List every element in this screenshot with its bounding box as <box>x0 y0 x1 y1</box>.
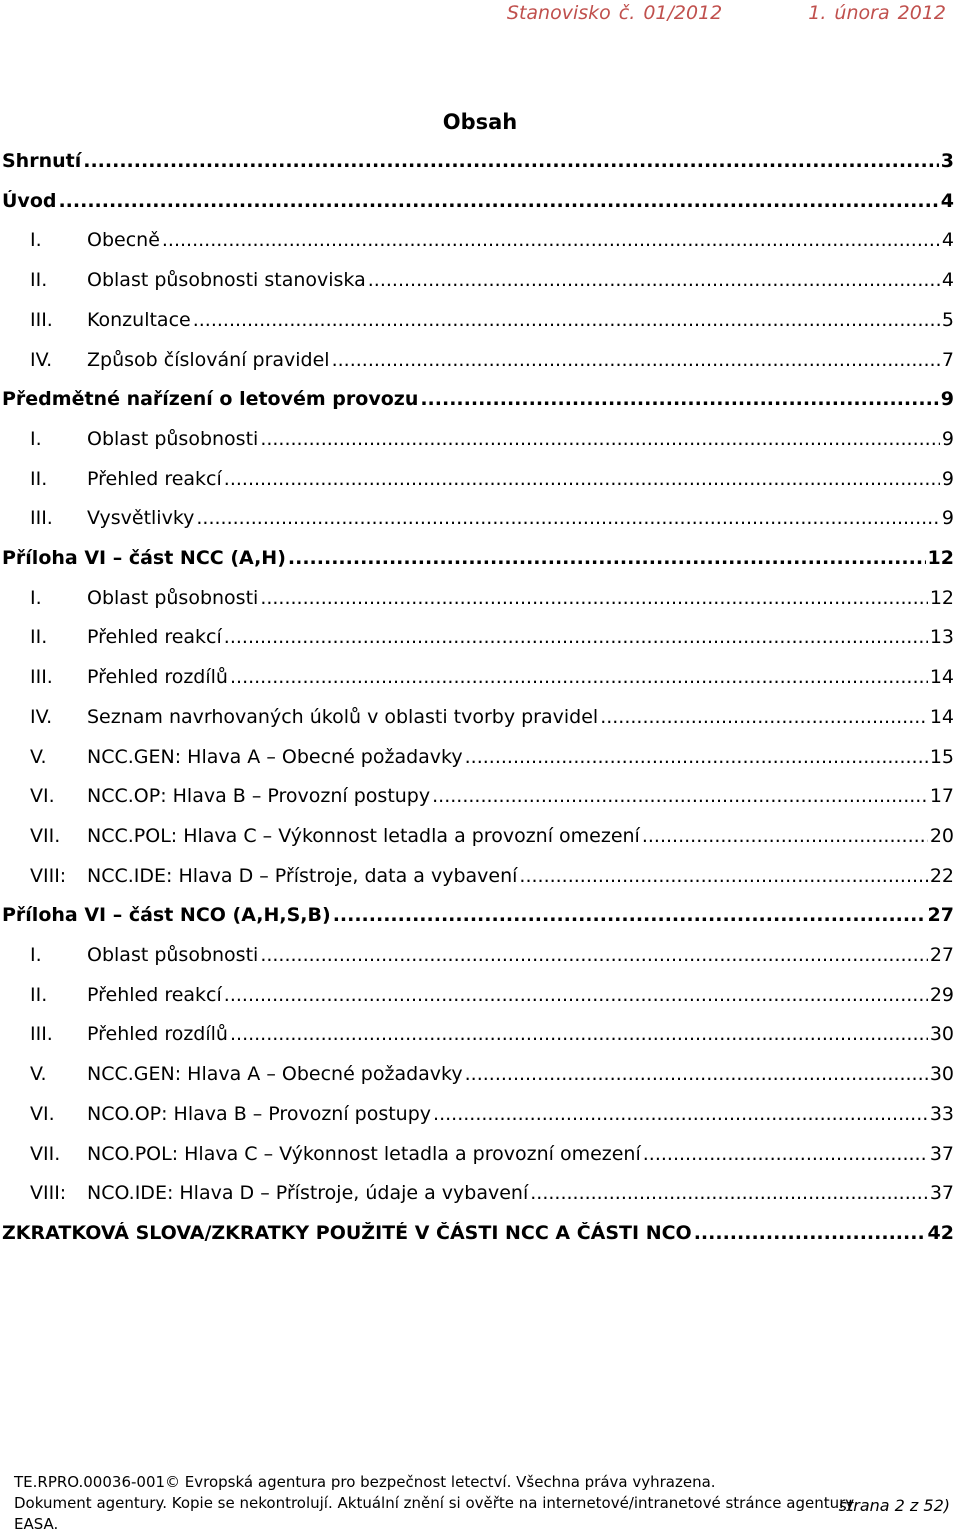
header-doc-id: Stanovisko č. 01/2012 <box>506 2 723 24</box>
toc-dot-leader <box>260 587 928 609</box>
toc-entry-label: Seznam navrhovaných úkolů v oblasti tvorby pravidel <box>87 706 599 728</box>
toc-entry-page: 37 <box>929 1143 954 1165</box>
toc-entry[interactable] <box>30 626 954 656</box>
toc-entry-page: 30 <box>929 1063 954 1085</box>
toc-entry-number: II. <box>30 984 48 1006</box>
toc-dot-leader <box>368 269 940 291</box>
toc-entry-label: Způsob číslování pravidel <box>87 349 330 371</box>
toc-dot-leader <box>643 1143 928 1165</box>
toc-entry-label: Přehled reakcí <box>87 984 222 1006</box>
running-header <box>507 2 946 24</box>
toc-entry[interactable] <box>30 785 954 815</box>
toc-entry[interactable] <box>30 587 954 617</box>
toc-entry-page: 27 <box>927 904 954 926</box>
toc-entry-label: Příloha VI – část NCO (A,H,S,B) <box>2 904 331 926</box>
toc-entry-label: NCO.IDE: Hlava D – Přístroje, údaje a vybavení <box>87 1182 529 1204</box>
toc-dot-leader <box>600 706 928 728</box>
toc-entry-number: V. <box>30 1063 47 1085</box>
toc-dot-leader <box>288 547 926 569</box>
toc-entry-label: NCC.OP: Hlava B – Provozní postupy <box>87 785 431 807</box>
toc-entry-page: 20 <box>929 825 954 847</box>
toc-dot-leader <box>260 944 928 966</box>
toc-entry[interactable] <box>30 706 954 736</box>
toc-entry-number: IV. <box>30 706 53 728</box>
toc-entry[interactable] <box>30 269 954 299</box>
toc-entry-label: ZKRATKOVÁ SLOVA/ZKRATKY POUŽITÉ V ČÁSTI NCC A ČÁSTI NCO <box>2 1222 692 1244</box>
toc-entry[interactable] <box>2 190 954 220</box>
toc-entry[interactable] <box>2 904 954 934</box>
toc-dot-leader <box>333 904 926 926</box>
footer-notice-line2: EASA. <box>14 1515 59 1533</box>
toc-entry-number: III. <box>30 309 53 331</box>
toc-entry[interactable] <box>2 388 954 418</box>
footer-copyright: TE.RPRO.00036-001© Evropská agentura pro bezpečnost letectví. Všechna práva vyhrazena. <box>14 1473 716 1491</box>
toc-entry-label: NCO.POL: Hlava C – Výkonnost letadla a provozní omezení <box>87 1143 641 1165</box>
toc-entry-page: 29 <box>929 984 954 1006</box>
toc-entry-number: VIII: <box>30 865 67 887</box>
toc-entry-page: 14 <box>929 666 954 688</box>
toc-entry-label: Oblast působnosti stanoviska <box>87 269 366 291</box>
toc-entry-page: 13 <box>929 626 954 648</box>
toc-dot-leader <box>224 984 928 1006</box>
toc-dot-leader <box>193 309 940 331</box>
toc-entry-page: 22 <box>929 865 954 887</box>
toc-entry[interactable] <box>30 468 954 498</box>
toc-dot-leader <box>465 746 928 768</box>
toc-dot-leader <box>519 865 927 887</box>
toc-entry-page: 12 <box>927 547 954 569</box>
toc-entry-number: VIII: <box>30 1182 67 1204</box>
toc-entry-number: VI. <box>30 1103 55 1125</box>
toc-entry-number: II. <box>30 626 48 648</box>
toc-dot-leader <box>58 190 938 212</box>
toc-entry-number: I. <box>30 428 42 450</box>
toc-entry-number: IV. <box>30 349 53 371</box>
toc-entry-number: III. <box>30 507 53 529</box>
toc-entry-label: NCC.GEN: Hlava A – Obecné požadavky <box>87 746 463 768</box>
toc-entry-label: Vysvětlivky <box>87 507 195 529</box>
toc-entry-number: II. <box>30 269 48 291</box>
toc-entry-label: Oblast působnosti <box>87 428 259 450</box>
toc-entry-page: 9 <box>941 468 954 490</box>
toc-entry-label: NCC.POL: Hlava C – Výkonnost letadla a provozní omezení <box>87 825 640 847</box>
toc-entry[interactable] <box>30 349 954 379</box>
page-footer <box>14 1472 954 1535</box>
toc-entry-number: I. <box>30 587 42 609</box>
toc-entry-label: NCC.GEN: Hlava A – Obecné požadavky <box>87 1063 463 1085</box>
toc-dot-leader <box>642 825 928 847</box>
toc-entry[interactable] <box>30 507 954 537</box>
toc-entry-page: 9 <box>940 388 954 410</box>
toc-entry[interactable] <box>30 944 954 974</box>
header-date: 1. února 2012 <box>808 2 946 24</box>
toc-entry-label: Příloha VI – část NCC (A,H) <box>2 547 286 569</box>
toc-dot-leader <box>224 468 940 490</box>
toc-entry-page: 33 <box>929 1103 954 1125</box>
toc-entry[interactable] <box>30 984 954 1014</box>
toc-entry-page: 15 <box>929 746 954 768</box>
toc-entry[interactable] <box>30 1143 954 1173</box>
toc-entry-label: Přehled rozdílů <box>87 1023 228 1045</box>
toc-entry[interactable] <box>30 309 954 339</box>
toc-entry-page: 5 <box>941 309 954 331</box>
toc-entry-page: 14 <box>929 706 954 728</box>
toc-entry[interactable] <box>30 1103 954 1133</box>
toc-dot-leader <box>224 626 928 648</box>
toc-dot-leader <box>433 1103 928 1125</box>
footer-page-number: strana 2 z 52) <box>838 1496 950 1515</box>
toc-entry-label: Přehled rozdílů <box>87 666 228 688</box>
toc-entry-number: VI. <box>30 785 55 807</box>
toc-entry-page: 4 <box>941 229 954 251</box>
toc-dot-leader <box>530 1182 928 1204</box>
toc-entry[interactable] <box>30 428 954 458</box>
toc-entry[interactable] <box>2 1222 954 1252</box>
toc-dot-leader <box>465 1063 928 1085</box>
toc-entry[interactable] <box>30 825 954 855</box>
toc-entry-label: Oblast působnosti <box>87 587 259 609</box>
toc-entry-number: III. <box>30 666 53 688</box>
toc-entry-label: Přehled reakcí <box>87 626 222 648</box>
toc-entry-number: I. <box>30 229 42 251</box>
toc-entry-label: NCO.OP: Hlava B – Provozní postupy <box>87 1103 432 1125</box>
toc-entry-page: 42 <box>927 1222 954 1244</box>
toc-dot-leader <box>432 785 928 807</box>
toc-entry-page: 27 <box>929 944 954 966</box>
toc-entry-page: 37 <box>929 1182 954 1204</box>
toc-entry-page: 4 <box>940 190 954 212</box>
toc-entry-label: Úvod <box>2 190 57 212</box>
toc-entry[interactable] <box>30 746 954 776</box>
toc-entry-page: 3 <box>940 150 954 172</box>
toc-dot-leader <box>420 388 938 410</box>
toc-entry-label: Přehled reakcí <box>87 468 222 490</box>
toc-dot-leader <box>230 1023 928 1045</box>
toc-entry-label: Obecně <box>87 229 160 251</box>
toc-entry-label: NCC.IDE: Hlava D – Přístroje, data a vybavení <box>87 865 518 887</box>
toc-entry-page: 9 <box>941 428 954 450</box>
toc-entry-page: 12 <box>929 587 954 609</box>
toc-entry-label: Shrnutí <box>2 150 82 172</box>
toc-entry-number: I. <box>30 944 42 966</box>
toc-entry[interactable] <box>30 1023 954 1053</box>
toc-entry[interactable] <box>30 1063 954 1093</box>
toc-entry-number: III. <box>30 1023 53 1045</box>
toc-entry[interactable] <box>30 666 954 696</box>
toc-entry-label: Konzultace <box>87 309 191 331</box>
toc-entry-label: Oblast působnosti <box>87 944 259 966</box>
toc-entry[interactable] <box>30 865 954 895</box>
toc-entry-page: 30 <box>929 1023 954 1045</box>
toc-entry-number: II. <box>30 468 48 490</box>
toc-entry[interactable] <box>30 229 954 259</box>
toc-entry-page: 9 <box>941 507 954 529</box>
toc-dot-leader <box>83 150 939 172</box>
toc-dot-leader <box>260 428 940 450</box>
toc-entry-page: 17 <box>929 785 954 807</box>
toc-entry[interactable] <box>2 150 954 180</box>
toc-dot-leader <box>196 507 940 529</box>
toc-dot-leader <box>162 229 940 251</box>
toc-entry-number: V. <box>30 746 47 768</box>
toc-entry-page: 4 <box>941 269 954 291</box>
page-title: Obsah <box>442 110 518 134</box>
toc-dot-leader <box>230 666 928 688</box>
toc-entry-label: Předmětné nařízení o letovém provozu <box>2 388 419 410</box>
toc-dot-leader <box>332 349 940 371</box>
toc-entry-number: VII. <box>30 1143 61 1165</box>
toc-entry-number: VII. <box>30 825 61 847</box>
toc-entry-page: 7 <box>941 349 954 371</box>
toc-dot-leader <box>694 1222 926 1244</box>
toc-entry[interactable] <box>2 547 954 577</box>
footer-notice-line1: Dokument agentury. Kopie se nekontrolují. Aktuální znění si ověřte na internetové/intranetové stránce agentury <box>14 1494 855 1512</box>
toc-entry[interactable] <box>30 1182 954 1212</box>
